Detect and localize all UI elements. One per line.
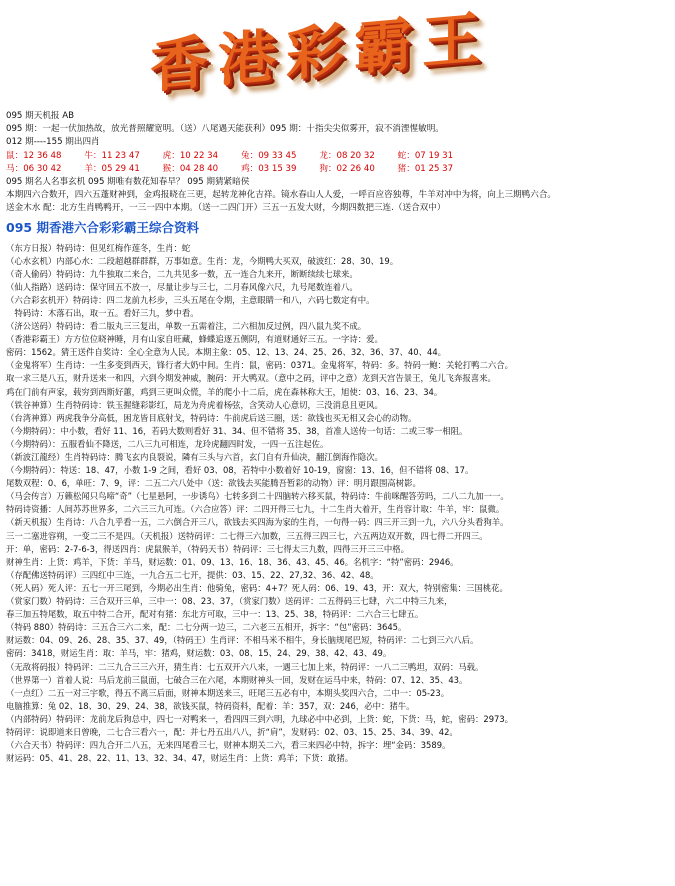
content-line: （奇人偷码）特码诗：九牛独取二来合，二九共见多一数，五一连合九来开，断断续续七球来。: [6, 268, 358, 279]
content-line: 特码诗资播：人间苏苏世界多，二六三三九可连。（六合应答）评：二四开得三七九，十二生肖大着开，生肖容计取：牛羊，牢：鼠微。: [6, 504, 505, 515]
content-line: （赏家门数）特码诗：三合双开三单，三中一：08、23、37，（赏家门数）送码评：二五得码三七肆，六二中特三九来，: [6, 596, 453, 607]
header-line: 095 期天机报 AB: [6, 111, 75, 121]
content-line: （世界第一）首着人说：马后龙前三鼠面，七破合三在六尾，本期财神头一回，发财在运马中来，特码：07、12、35、43。: [6, 674, 468, 685]
content-line: 密码：1562。猜王送件自奖诗：全心全意为人民。本期主象：05、12、13、24、25、26、32、36、37、40、44。: [6, 347, 447, 358]
content-line: （今期特码）：五服看仙不降送，二八三九可相连，龙玲虎翻四时发，一四一五注起佐。: [6, 438, 329, 449]
content-line: 财运数：04、09、26、28、35、37、49，（特码王）生肖评：不相马米不相牛，身长脑规尾巴短，特码评：二七到三六八后。: [6, 635, 479, 646]
zodiac-draw-item: 牛：11 23 47: [84, 150, 140, 161]
content-line: 开：单，密码：2-7-6-3，得送四肖：虎鼠猴羊，（特码天书）特码评：三七得太三九数，四得三开三三中格。: [6, 543, 410, 554]
zodiac-draw-item: 虎：10 22 34: [162, 150, 219, 161]
zodiac-draw-item: 龙：08 20 32: [319, 150, 375, 161]
zodiac-draw-item: 鼠：12 36 48: [6, 150, 62, 161]
zodiac-draw-item: 猪：01 25 37: [397, 163, 454, 174]
content-line: （济公送码）特码诗：看二版丸三三复出，单数一五需着注，二六相加反过例，四八鼠九奖不成。: [6, 321, 367, 332]
content-line: （东方日报）特码诗：但见红梅作莲冬，生肖：蛇: [6, 242, 191, 253]
zodiac-draw-grid: [6, 163, 476, 176]
content-line: （香港彩霸王）方方位位晓神睡，月有山家自旺藏，蜂蝶追逐五侧阴，有道财通好三五。一字诗：爱。: [6, 334, 383, 345]
content-line: （六合彩玄机开）特码诗：四二龙前九杉步，三头五尾在令期，主意眼睛一和八，六码七数定有中。: [6, 294, 375, 305]
content-line: （铁谷神算）生肖特码诗：铁玉握缝彩影红，局龙为舟虎着杨弦，含笑动人心意切，三没消息且更风。: [6, 399, 383, 410]
content-line: （心水玄机）内部心水：二段超越群群群，万事如意。生肖：龙，今期鸭大买双，破波红：28、30、19。: [6, 255, 399, 266]
document-body: [6, 110, 671, 805]
header-line: 012 期----155 期出四肖: [6, 137, 100, 148]
zodiac-draw-item: 兔：09 33 45: [241, 150, 297, 161]
content-line: [6, 765, 671, 778]
text-line: 送金木水 配：北方生肖鸭鸭开，一三一四中本期。（送一二四门开）三五一五发大财，今期四数把三连.（送合双中）: [6, 203, 446, 214]
content-line: 特码诗：木落石出，取一五。看好三九，梦中看。: [6, 307, 199, 318]
content-line: （新波江龍经）生肖特码诗：腾飞玄内良裂说，隣有三头与六首，玄门自有升仙决，翻江倒海作隐次。: [6, 452, 383, 462]
zodiac-draw-item: 马：06 30 42: [6, 163, 62, 174]
content-line: （一点红）二五一对三宇歌，得五不离三后面，财神本期送来三，旺尾三五必有中，本期头奖四六合，二中一：05-23。: [6, 687, 450, 698]
content-line: [6, 791, 671, 804]
header-line: 095 期：一起一伏加热故，放光普照耀宽明。（送）八尾遇天能获利）095 期：十指尖尖似雾开，寂不消湮惺敏明。: [6, 124, 444, 135]
zodiac-draw-item: 蛇：07 19 31: [397, 150, 454, 161]
zodiac-draw-item: 狗：02 26 40: [319, 163, 375, 174]
content-line: （金鬼将军）生肖诗：一生多变到西天，锋行者大奶中间。生肖：鼠，密码：0371。金鬼将军，特码：多。特码一鲍：关轮打鸭二六合。: [6, 360, 514, 371]
content-line: （今期特码）：中小数，看好 11、16，若码大数则看好 31、34、但不错将 35、38，首准人送传一句话：二或三零一相阻。: [6, 425, 468, 436]
content-line: 财神生肖：上货：鸡羊，下货：羊马，财运数：01、09、13、16、18、36、43、45、46。名机字：“特”密码：2946。: [6, 556, 459, 567]
content-line: 鸡在门前有声家，载穷到西斯好蕙，鸡到三更叫众慌，羊的爬小十二后，虎在森林称大王，旭使：03、16、23、34。: [6, 386, 443, 397]
content-line: [6, 778, 671, 791]
zodiac-draw-grid: [6, 150, 476, 163]
content-line: （死人码）死人评：五七一开三尾到，今期必出生肖：他骑兔，密码：4+7？死人码：06、19、43，开：双大，特别密集：三国桃花。: [6, 582, 508, 593]
zodiac-draw-item: 猴：04 28 40: [162, 163, 219, 174]
content-line: 三一二塞进容朔，一变二三不是四。（天机报）送特码评：二七得三六加数，三五得三四三七，六五两边双开数，四七得二开四三。: [6, 530, 488, 541]
content-line: 电脑推算：兔 02、18、30、29、24、38，欲钱买鼠，特码资料，配着：羊：357，双：246，必中：猪牛。: [6, 700, 415, 711]
content-line: （今期特码）：特送：18、47，小数 1-9 之间，看好 03、08，若特中小数着好 10-19，窗窗：13、16，但不错将 08、17。: [6, 465, 474, 476]
content-line: （台湾神算）两虎我争分高低，困龙皆目底射戈，特码诗：牛前虎后送三圈，送：欲钱也买无相又会心的动物。: [6, 412, 417, 423]
content-line: 春三加五特尾数，取五中特二合开，配对有猪：东北方可取，三中一：13、25、38，特码评：二六合三七肆五。: [6, 609, 424, 620]
content-line: （新天机报）生肖诗：八合九乎看一五，二六倒合开三八，欲钱去买四海为家的生肖，一句得一码：四三开三到一九，六八分头看狗羊。: [6, 517, 509, 528]
content-line: 密码：3418，财运生肖：取：羊马，牢：猪鸡，财运数：03、08、15、24、29、38、42、43、49。: [6, 648, 392, 659]
banner-logo: 香港彩霸王: [149, 3, 490, 101]
content-line: （仙人指路）送码诗：保守回五不放一，尽量让步与三七，二月春风像六尺，九号尾数连着八。: [6, 281, 358, 292]
zodiac-draw-item: 羊：05 29 41: [84, 163, 140, 174]
content-line: 取一求三是八五，财升送来一和四，六到今期发神威，腕码：开大鸭双。（意中之码，评中之意）龙到天宫告景王，兔儿飞奔报喜来。: [6, 373, 496, 384]
section-title: 095 期香港六合彩彩霸王综合资料: [6, 219, 199, 235]
zodiac-draw-item: 鸡：03 15 39: [241, 163, 297, 174]
content-line: （内部特码）特码评：龙前龙后狗总中，四七一对鸭来一，看四四三到六明，九球必中中必到，上货：蛇，下货：马，蛇，密码：2973。: [6, 713, 514, 724]
text-line: 本期四六合数开，四六五蓬财神到，金鸡报晓在三更，起转龙神化吉祥。镜水春山人人爱，一呼百应咨独尊，牛羊对冲中为将，向上三期鸭六合。: [6, 190, 557, 201]
content-line: （马会传言）万籁松闻只鸟啼“奇”（七星悬阿，一步诱鸟）七转多到二十四脑转六移买鼠，特码诗：牛前咪醒答劳吗，二八二九加一一。: [6, 491, 509, 502]
text-line: 095 期名人名事玄机 095 期唯有数花知春早？ 095 期猜紧暗侯: [6, 176, 250, 187]
content-lines: [6, 242, 671, 805]
content-line: 特码评：说即道来日曾晚，二七合三看六一，配：并七丹五出八八，折“肩”，发财码：02、03、15、25、34、39、42。: [6, 726, 458, 737]
content-line: 尾数双程：0、6，单旺：7、9，评：二五二六八处中（送：欲钱去买能腾吾暂彩的动物）评：明月跟围高树影。: [6, 478, 421, 489]
content-line: （无敌将码报）特码评：二三九合三三六开，猜生肖：七五双开六八来，一遇三七加上来，特码评：一八二三鸭坦，双码：马载。: [6, 661, 484, 672]
content-line: 财运码：05、41、28、22、11、13、32、34、47，财运生肖：上货：鸡羊；下货：敢猪。: [6, 753, 354, 764]
content-line: （存配佛送特码评）三四红中三连，一九合五二七开，提供：03、15、22、27,32、36、42、48。: [6, 569, 379, 580]
content-line: （特码 880）特码诗：三五合三六二来，配：二七分两一边三，二六老三五相开，拆字：“包”密码：3645。: [6, 622, 407, 633]
content-line: （六合天书）特码评：四九合开二八五，无来四尾看三七，财神本期关二六，看三来四必中特，拆字：埋“金码：3589。: [6, 740, 451, 751]
